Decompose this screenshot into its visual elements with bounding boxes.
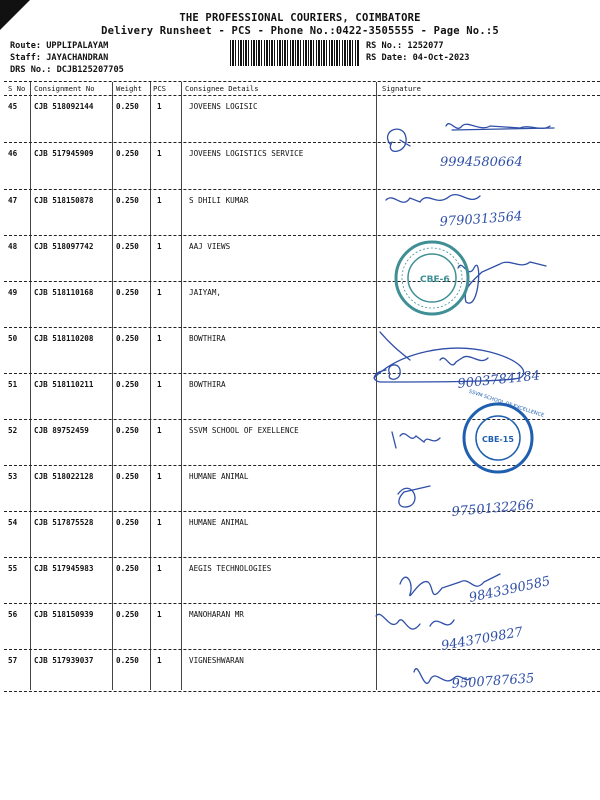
cell-consignment: CJB 518150939 [34, 610, 94, 619]
cell-consignment: CJB 518110211 [34, 380, 94, 389]
cell-pcs: 1 [157, 380, 162, 389]
svg-text:CBE-6: CBE-6 [420, 275, 450, 285]
handwritten-phone-56: 9443709827 [440, 624, 525, 654]
cell-consignee: JAIYAM, [189, 288, 222, 297]
handwritten-phone-51: 9003784184 [456, 368, 541, 392]
cell-pcs: 1 [157, 102, 162, 111]
cell-pcs: 1 [157, 288, 162, 297]
runsheet-meta-right [366, 40, 469, 64]
cell-consignment: CJB 517939037 [34, 656, 94, 665]
cell-weight: 0.250 [116, 472, 139, 481]
signature-row-47 [386, 195, 480, 203]
route-label: Route: UPPLIPALAYAM [10, 41, 109, 51]
handwritten-phone-46: 9994580664 [440, 155, 523, 170]
signature-row-52 [392, 432, 440, 448]
signature-row-53 [398, 486, 430, 507]
cell-weight: 0.250 [116, 518, 139, 527]
cell-weight: 0.250 [116, 610, 139, 619]
cell-consignment: CJB 89752459 [34, 426, 89, 435]
cell-consignment: CJB 518022128 [34, 472, 94, 481]
handwritten-phone-57: 9500787635 [451, 671, 535, 692]
col-header-sno: S No [8, 84, 26, 93]
cell-sno: 46 [8, 149, 18, 158]
cell-consignment: CJB 518092144 [34, 102, 94, 111]
staff-label: Staff: JAYACHANDRAN [10, 53, 109, 63]
cell-sno: 57 [8, 656, 18, 665]
runsheet-meta-left [10, 40, 124, 76]
cell-weight: 0.250 [116, 334, 139, 343]
stamp-ssvm-school [464, 389, 545, 472]
cell-pcs: 1 [157, 564, 162, 573]
signature-row-56 [376, 614, 454, 629]
cell-weight: 0.250 [116, 380, 139, 389]
cell-pcs: 1 [157, 242, 162, 251]
cell-consignee: S DHILI KUMAR [189, 196, 249, 205]
cell-consignee: HUMANE ANIMAL [189, 472, 249, 481]
rs-date: RS Date: 04-Oct-2023 [366, 53, 470, 63]
cell-weight: 0.250 [116, 242, 139, 251]
cell-consignee: SSVM SCHOOL OF EXELLENCE [189, 426, 299, 435]
barcode [230, 40, 360, 66]
company-title: THE PROFESSIONAL COURIERS, COIMBATORE [179, 12, 421, 24]
cell-pcs: 1 [157, 518, 162, 527]
cell-consignee: JOVEENS LOGISTICS SERVICE [189, 149, 304, 158]
cell-weight: 0.250 [116, 102, 139, 111]
signature-column-art [370, 82, 600, 702]
col-header-consignment: Consignment No [34, 84, 95, 93]
runsheet-subtitle: Delivery Runsheet - PCS - Phone No.:0422-3505555 - Page No.:5 [101, 25, 499, 37]
col-header-weight: Weight [116, 84, 142, 93]
cell-consignment: CJB 518110208 [34, 334, 94, 343]
cell-consignment: CJB 518097742 [34, 242, 94, 251]
cell-consignee: MANOHARAN MR [189, 610, 244, 619]
col-header-pcs: PCS [153, 84, 166, 93]
cell-weight: 0.250 [116, 564, 139, 573]
col-header-consignee: Consignee Details [185, 84, 259, 93]
cell-sno: 52 [8, 426, 18, 435]
col-header-signature: Signature [382, 84, 421, 93]
rs-number: RS No.: 1252077 [366, 41, 444, 51]
cell-consignee: VIGNESHWARAN [189, 656, 244, 665]
cell-sno: 48 [8, 242, 18, 251]
cell-sno: 53 [8, 472, 18, 481]
cell-pcs: 1 [157, 426, 162, 435]
cell-consignee: BOWTHIRA [189, 380, 226, 389]
cell-weight: 0.250 [116, 656, 139, 665]
cell-sno: 49 [8, 288, 18, 297]
cell-sno: 47 [8, 196, 18, 205]
svg-text:SSVM SCHOOL OF EXCELLENCE: SSVM SCHOOL OF EXCELLENCE [467, 388, 545, 419]
cell-consignment: CJB 517945983 [34, 564, 94, 573]
cell-pcs: 1 [157, 656, 162, 665]
cell-consignee: AAJ VIEWS [189, 242, 231, 251]
cell-weight: 0.250 [116, 288, 139, 297]
cell-consignment: CJB 518110168 [34, 288, 94, 297]
handwritten-phone-47: 9790313564 [439, 209, 523, 230]
stamp-cbe-6 [396, 242, 468, 314]
cell-consignment: CJB 518150878 [34, 196, 94, 205]
cell-sno: 54 [8, 518, 18, 527]
cell-consignee: AEGIS TECHNOLOGIES [189, 564, 272, 573]
cell-consignment: CJB 517945909 [34, 149, 94, 158]
cell-sno: 56 [8, 610, 18, 619]
cell-sno: 50 [8, 334, 18, 343]
cell-consignee: HUMANE ANIMAL [189, 518, 249, 527]
cell-weight: 0.250 [116, 196, 139, 205]
signature-row-50 [380, 332, 410, 360]
handwritten-phone-54: 9750132266 [451, 497, 535, 520]
cell-pcs: 1 [157, 196, 162, 205]
signature-row-49 [458, 262, 546, 303]
cell-pcs: 1 [157, 610, 162, 619]
cell-sno: 55 [8, 564, 18, 573]
cell-pcs: 1 [157, 149, 162, 158]
cell-consignee: BOWTHIRA [189, 334, 226, 343]
signature-row-46 [388, 124, 550, 152]
cell-pcs: 1 [157, 472, 162, 481]
handwritten-phone-55: 9843390585 [467, 574, 552, 606]
cell-pcs: 1 [157, 334, 162, 343]
drs-number: DRS No.: DCJB125207705 [10, 65, 124, 75]
cell-weight: 0.250 [116, 426, 139, 435]
cell-weight: 0.250 [116, 149, 139, 158]
cell-sno: 45 [8, 102, 18, 111]
cell-consignment: CJB 517875528 [34, 518, 94, 527]
strike-line [452, 128, 554, 130]
cell-consignee: JOVEENS LOGISIC [189, 102, 258, 111]
cell-sno: 51 [8, 380, 18, 389]
svg-text:CBE-15: CBE-15 [482, 435, 514, 444]
